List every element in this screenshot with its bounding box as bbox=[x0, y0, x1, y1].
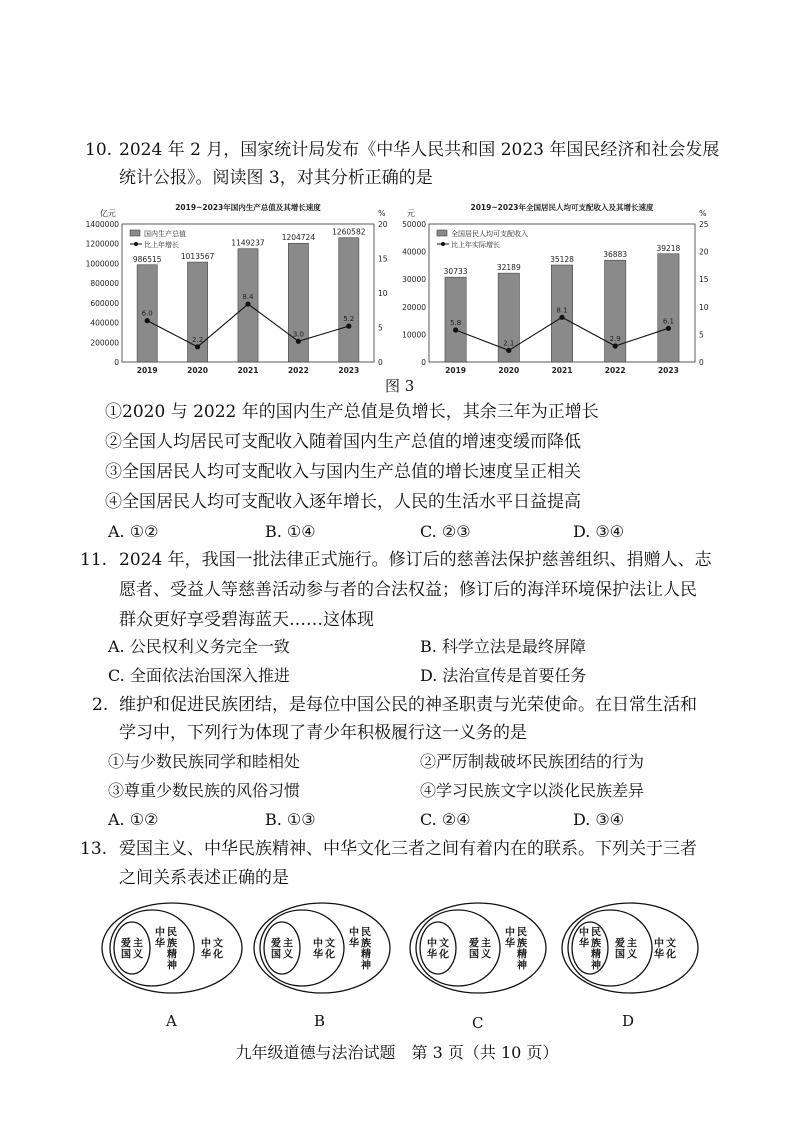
growth-label: 2.2 bbox=[192, 335, 204, 344]
svg-text:精: 精 bbox=[517, 949, 527, 961]
x-tick: 2021 bbox=[551, 366, 573, 375]
y-tick-right: 0 bbox=[378, 358, 383, 367]
y-tick-right: 5 bbox=[378, 323, 383, 333]
legend-swatch-point bbox=[441, 242, 445, 246]
legend-line-label: 比上年实际增长 bbox=[451, 241, 500, 249]
y-tick-right: 10 bbox=[378, 289, 388, 298]
svg-text:爱: 爱 bbox=[469, 938, 479, 950]
svg-text:中: 中 bbox=[201, 938, 211, 950]
q11-option-b[interactable]: B. 科学立法是最终屏障 bbox=[420, 637, 586, 656]
growth-label: 5.8 bbox=[450, 318, 462, 327]
svg-text:中: 中 bbox=[505, 927, 515, 939]
svg-text:义: 义 bbox=[627, 949, 637, 961]
venn-diagram-b bbox=[252, 900, 392, 996]
q10-statement-1: ①2020 与 2022 年的国内生产总值是负增长，其余三年为正增长 bbox=[105, 402, 599, 422]
svg-text:主: 主 bbox=[133, 938, 143, 950]
x-tick: 2022 bbox=[604, 366, 626, 375]
q13-stem-line1: 爱国主义、中华民族精神、中华文化三者之间有着内在的联系。下列关于三者 bbox=[119, 839, 697, 859]
y-tick-left: 1200000 bbox=[85, 239, 119, 249]
growth-label: 2.9 bbox=[609, 334, 621, 343]
q11-number: 11. bbox=[80, 550, 108, 570]
q12-option-d[interactable]: D. ③④ bbox=[573, 810, 625, 829]
svg-text:化: 化 bbox=[439, 949, 449, 961]
growth-point bbox=[296, 339, 301, 344]
svg-text:中: 中 bbox=[427, 938, 437, 950]
y-axis-label-right: % bbox=[699, 209, 707, 218]
y-axis-label-left: 元 bbox=[407, 209, 415, 218]
y-tick-right: 0 bbox=[699, 358, 704, 367]
legend-bar-label: 国内生产总值 bbox=[144, 230, 186, 238]
y-axis-label-right: % bbox=[378, 209, 386, 218]
svg-text:中: 中 bbox=[313, 938, 323, 950]
y-tick-left: 600000 bbox=[90, 298, 119, 308]
growth-point bbox=[666, 326, 671, 331]
svg-text:族: 族 bbox=[167, 938, 177, 950]
q10-statement-2: ②全国人均居民可支配收入随着国内生产总值的增速变缓而降低 bbox=[105, 432, 581, 452]
svg-text:神: 神 bbox=[361, 960, 371, 972]
q12-number: 2. bbox=[92, 695, 109, 715]
x-tick: 2023 bbox=[657, 366, 679, 375]
venn-diagram-d bbox=[560, 900, 700, 996]
q11-stem-line3: 群众更好享受碧海蓝天……这体现 bbox=[119, 610, 374, 630]
q13-option-b[interactable]: B bbox=[314, 1012, 326, 1030]
y-tick-right: 25 bbox=[699, 220, 709, 229]
svg-text:华: 华 bbox=[201, 949, 211, 961]
y-tick-left: 400000 bbox=[90, 318, 119, 328]
svg-text:文: 文 bbox=[439, 938, 449, 950]
growth-point bbox=[245, 301, 250, 306]
q11-stem-line2: 愿者、受益人等慈善活动参与者的合法权益；修订后的海洋环境保护法让人民 bbox=[119, 580, 697, 600]
x-tick: 2021 bbox=[237, 366, 259, 375]
q13-option-a[interactable]: A bbox=[166, 1012, 177, 1030]
svg-text:爱: 爱 bbox=[271, 938, 281, 950]
y-tick-left: 1400000 bbox=[85, 220, 119, 229]
q10-option-c[interactable]: C. ②③ bbox=[420, 522, 471, 541]
q13-option-c[interactable]: C bbox=[472, 1014, 484, 1032]
legend-swatch-bar bbox=[130, 230, 140, 236]
svg-text:神: 神 bbox=[167, 960, 177, 972]
svg-text:国: 国 bbox=[271, 949, 281, 961]
growth-label: 8.4 bbox=[242, 293, 254, 302]
svg-text:华: 华 bbox=[313, 949, 323, 961]
q12-stem-line1: 维护和促进民族团结，是每位中国公民的神圣职责与光荣使命。在日常生活和 bbox=[119, 695, 697, 715]
y-axis-label-left: 亿元 bbox=[100, 209, 116, 218]
svg-text:华: 华 bbox=[579, 938, 589, 950]
svg-text:国: 国 bbox=[469, 949, 479, 961]
svg-text:精: 精 bbox=[591, 949, 601, 961]
gdp-chart bbox=[82, 200, 392, 378]
figure-caption: 图 3 bbox=[385, 377, 415, 395]
q12-statement-4: ④学习民族文字以淡化民族差异 bbox=[420, 781, 645, 800]
growth-label: 8.1 bbox=[556, 306, 568, 315]
svg-text:族: 族 bbox=[591, 938, 601, 950]
bar-label: 1149237 bbox=[231, 238, 265, 248]
q10-stem-line2: 统计公报》。阅读图 3，对其分析正确的是 bbox=[119, 168, 433, 188]
svg-text:义: 义 bbox=[481, 949, 491, 961]
growth-point bbox=[346, 324, 351, 329]
svg-text:义: 义 bbox=[283, 949, 293, 961]
svg-text:中: 中 bbox=[349, 927, 359, 939]
y-tick-left: 0 bbox=[421, 358, 426, 367]
svg-text:神: 神 bbox=[517, 960, 527, 972]
bar-label: 36883 bbox=[603, 250, 628, 260]
q12-option-b[interactable]: B. ①③ bbox=[265, 810, 316, 829]
y-tick-left: 0 bbox=[114, 358, 119, 367]
q11-option-d[interactable]: D. 法治宣传是首要任务 bbox=[420, 666, 587, 685]
venn-diagram-c bbox=[408, 900, 548, 996]
q12-statement-1: ①与少数民族同学和睦相处 bbox=[108, 752, 301, 771]
y-tick-right: 10 bbox=[699, 302, 709, 312]
svg-text:化: 化 bbox=[666, 949, 676, 961]
y-tick-left: 40000 bbox=[402, 247, 426, 257]
svg-text:华: 华 bbox=[155, 938, 165, 950]
q10-option-b[interactable]: B. ①④ bbox=[265, 522, 316, 541]
svg-text:爱: 爱 bbox=[121, 938, 131, 950]
y-tick-left: 10000 bbox=[402, 330, 426, 340]
income-chart bbox=[395, 200, 713, 378]
bar bbox=[658, 254, 679, 362]
growth-point bbox=[453, 327, 458, 332]
growth-label: 3.0 bbox=[292, 330, 304, 339]
svg-text:民: 民 bbox=[517, 927, 527, 939]
q11-stem-line1: 2024 年，我国一批法律正式施行。修订后的慈善法保护慈善组织、捐赠人、志 bbox=[119, 550, 712, 570]
x-tick: 2023 bbox=[338, 366, 360, 375]
bar-label: 32189 bbox=[496, 263, 521, 273]
svg-text:主: 主 bbox=[481, 938, 491, 950]
svg-text:主: 主 bbox=[283, 938, 293, 950]
q12-statement-2: ②严厉制裁破坏民族团结的行为 bbox=[420, 752, 645, 771]
svg-text:精: 精 bbox=[167, 949, 177, 961]
svg-text:主: 主 bbox=[627, 938, 637, 950]
q13-option-d[interactable]: D bbox=[622, 1012, 635, 1030]
growth-label: 6.0 bbox=[141, 309, 153, 318]
svg-text:华: 华 bbox=[654, 949, 664, 961]
q11-option-a[interactable]: A. 公民权利义务完全一致 bbox=[108, 637, 290, 656]
x-tick: 2020 bbox=[187, 366, 209, 375]
q12-statement-3: ③尊重少数民族的风俗习惯 bbox=[108, 781, 301, 800]
svg-text:中: 中 bbox=[155, 927, 165, 939]
chart-title: 2019~2023年全国居民人均可支配收入及其增长速度 bbox=[470, 203, 654, 212]
growth-point bbox=[195, 344, 200, 349]
bar-label: 1260582 bbox=[332, 227, 366, 237]
growth-label: 6.1 bbox=[662, 317, 674, 326]
bar bbox=[288, 243, 308, 362]
y-tick-right: 20 bbox=[378, 220, 388, 229]
svg-text:义: 义 bbox=[133, 949, 143, 961]
q10-option-a[interactable]: A. ①② bbox=[108, 522, 159, 541]
y-tick-left: 20000 bbox=[402, 302, 426, 312]
y-tick-right: 20 bbox=[699, 247, 709, 257]
svg-text:文: 文 bbox=[666, 938, 676, 950]
svg-text:化: 化 bbox=[213, 949, 223, 961]
x-tick: 2020 bbox=[498, 366, 520, 375]
page-footer: 九年级道德与法治试题 第 3 页（共 10 页） bbox=[235, 1043, 559, 1062]
svg-text:化: 化 bbox=[325, 949, 335, 961]
svg-text:华: 华 bbox=[349, 938, 359, 950]
y-tick-left: 30000 bbox=[402, 275, 426, 285]
growth-point bbox=[613, 343, 618, 348]
q11-option-c[interactable]: C. 全面依法治国深入推进 bbox=[108, 666, 290, 685]
bar-label: 30733 bbox=[443, 267, 468, 277]
svg-text:中: 中 bbox=[654, 938, 664, 950]
chart-title: 2019~2023年国内生产总值及其增长速度 bbox=[175, 203, 321, 212]
q10-stem-line1: 2024 年 2 月，国家统计局发布《中华人民共和国 2023 年国民经济和社会发展 bbox=[119, 140, 720, 160]
bar-label: 1013567 bbox=[180, 252, 215, 262]
svg-text:神: 神 bbox=[591, 960, 601, 972]
x-tick: 2019 bbox=[445, 366, 467, 375]
svg-text:中: 中 bbox=[579, 927, 589, 939]
svg-text:族: 族 bbox=[361, 938, 371, 950]
svg-text:爱: 爱 bbox=[615, 938, 625, 950]
growth-point bbox=[145, 318, 150, 323]
y-tick-right: 15 bbox=[699, 275, 709, 285]
growth-point bbox=[559, 315, 564, 320]
svg-text:华: 华 bbox=[505, 938, 515, 950]
legend-swatch-bar bbox=[437, 230, 447, 236]
x-tick: 2022 bbox=[287, 366, 309, 375]
x-tick: 2019 bbox=[136, 366, 158, 375]
q10-statement-3: ③全国居民人均可支配收入与国内生产总值的增长速度呈正相关 bbox=[105, 462, 581, 482]
y-tick-left: 200000 bbox=[90, 338, 119, 348]
svg-text:华: 华 bbox=[427, 949, 437, 961]
svg-text:民: 民 bbox=[591, 927, 601, 939]
growth-label: 2.1 bbox=[503, 339, 515, 348]
svg-text:国: 国 bbox=[615, 949, 625, 961]
svg-text:族: 族 bbox=[517, 938, 527, 950]
q12-option-c[interactable]: C. ②④ bbox=[420, 810, 471, 829]
y-tick-right: 15 bbox=[378, 254, 388, 264]
svg-text:文: 文 bbox=[325, 938, 335, 950]
y-tick-left: 50000 bbox=[402, 220, 426, 229]
bar bbox=[339, 238, 359, 362]
q12-option-a[interactable]: A. ①② bbox=[108, 810, 159, 829]
bar-label: 35128 bbox=[550, 255, 574, 265]
legend-line-label: 比上年增长 bbox=[144, 241, 179, 249]
legend-swatch-point bbox=[134, 242, 138, 246]
bar-label: 1204724 bbox=[281, 233, 316, 243]
growth-label: 5.2 bbox=[343, 315, 355, 324]
q10-option-d[interactable]: D. ③④ bbox=[573, 522, 625, 541]
growth-point bbox=[506, 348, 511, 353]
q10-statement-4: ④全国居民人均可支配收入逐年增长，人民的生活水平日益提高 bbox=[105, 492, 581, 512]
q13-number: 13. bbox=[80, 839, 108, 859]
q10-number: 10. bbox=[85, 140, 113, 160]
svg-text:文: 文 bbox=[213, 938, 223, 950]
y-tick-right: 5 bbox=[699, 330, 704, 340]
y-tick-left: 1000000 bbox=[85, 259, 119, 269]
bar-label: 986515 bbox=[132, 254, 162, 264]
y-tick-left: 800000 bbox=[90, 279, 119, 289]
svg-text:国: 国 bbox=[121, 949, 131, 961]
svg-text:民: 民 bbox=[361, 927, 371, 939]
legend-bar-label: 全国居民人均可支配收入 bbox=[451, 230, 528, 238]
svg-text:民: 民 bbox=[167, 927, 177, 939]
q12-stem-line2: 学习中，下列行为体现了青少年积极履行这一义务的是 bbox=[119, 723, 527, 743]
venn-diagram-a bbox=[100, 900, 245, 996]
svg-text:精: 精 bbox=[361, 949, 371, 961]
bar-label: 39218 bbox=[656, 243, 681, 253]
q13-stem-line2: 之间关系表述正确的是 bbox=[119, 868, 289, 888]
